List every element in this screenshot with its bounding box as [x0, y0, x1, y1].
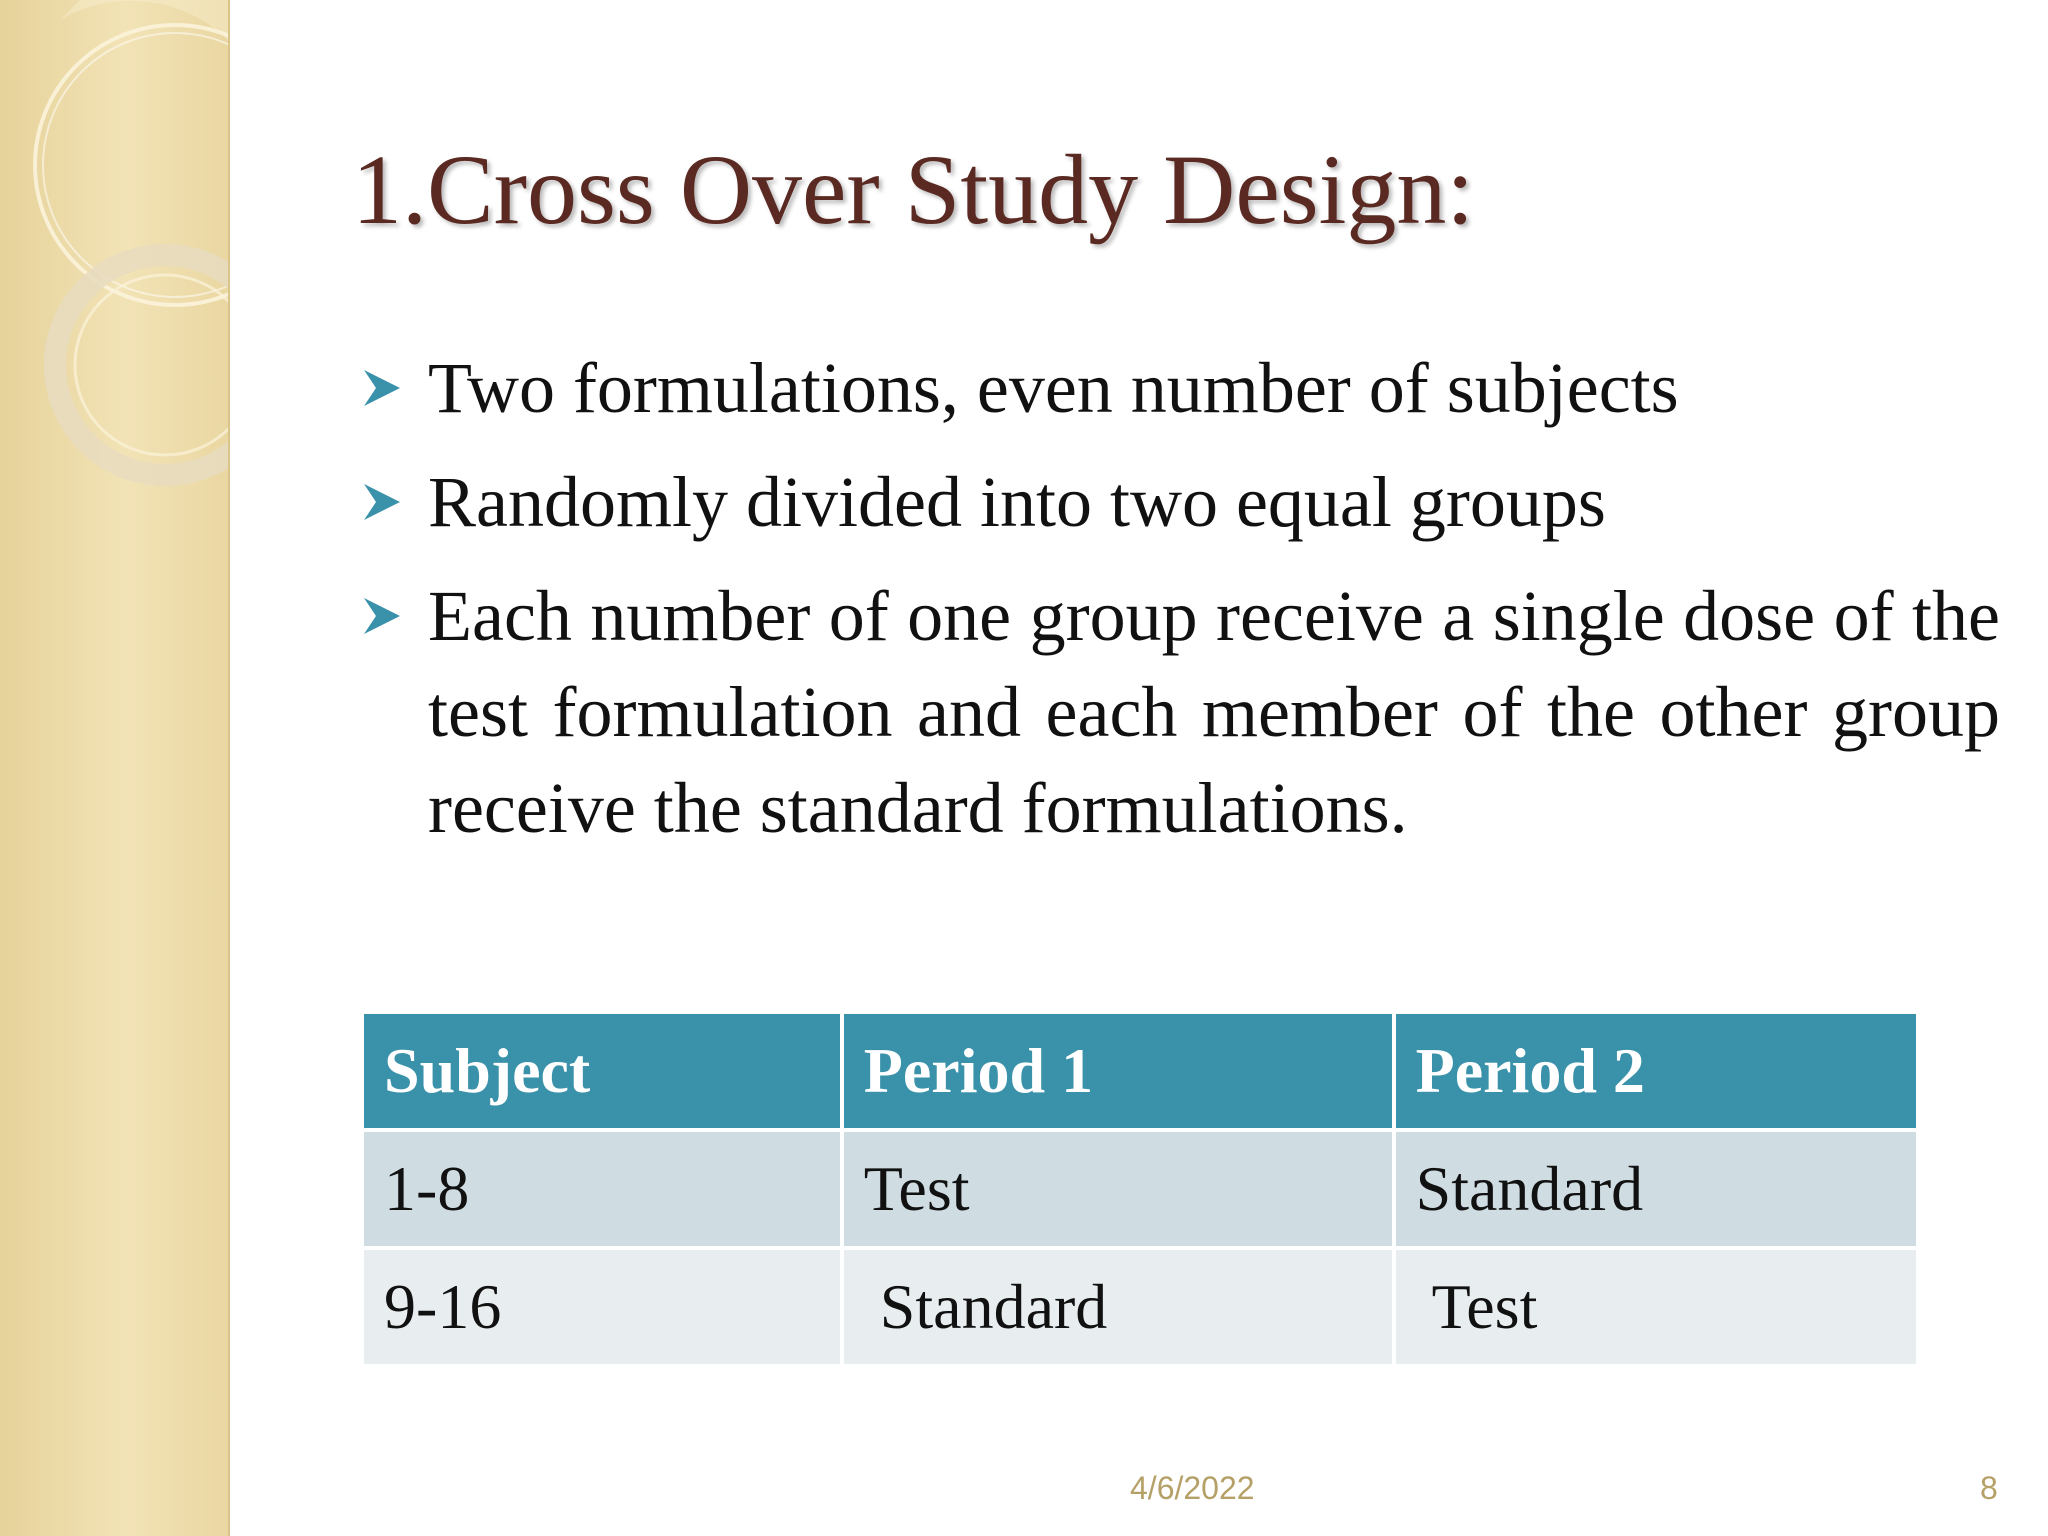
table-row: [364, 1132, 1916, 1246]
bullet-text: Two formulations, even number of subjects: [428, 348, 1679, 428]
data-table: [360, 1010, 1920, 1368]
arrow-bullet-icon: [360, 568, 428, 664]
header-subject: Subject: [364, 1014, 840, 1128]
bullet-item: [360, 568, 2000, 856]
table-cell: Standard: [844, 1250, 1392, 1364]
arrow-bullet-icon: [360, 454, 428, 550]
header-period-2: Period 2: [1396, 1014, 1916, 1128]
slide-title: 1.Cross Over Study Design:: [352, 134, 1475, 245]
arrow-bullet-icon: [360, 340, 428, 436]
crossover-table: [360, 1010, 1920, 1368]
table-cell: Test: [1396, 1250, 1916, 1364]
bullet-item: [360, 340, 2000, 436]
table-row: [364, 1250, 1916, 1364]
bullet-list: [360, 340, 2000, 874]
page-number: 8: [1980, 1470, 1998, 1506]
bullet-text: Randomly divided into two equal groups: [428, 462, 1606, 542]
footer-date: 4/6/2022: [1130, 1470, 1255, 1506]
table-header-row: [364, 1014, 1916, 1128]
decorative-rings: [0, 0, 228, 520]
table-cell: 1-8: [364, 1132, 840, 1246]
table-cell: Standard: [1396, 1132, 1916, 1246]
bullet-text: Each number of one group receive a single dose of the test formulation and each member of the other group receive the standard formulations.: [428, 576, 2000, 848]
decorative-side-panel: [0, 0, 230, 1536]
table-cell: 9-16: [364, 1250, 840, 1364]
header-period-1: Period 1: [844, 1014, 1392, 1128]
bullet-item: [360, 454, 2000, 550]
table-cell: Test: [844, 1132, 1392, 1246]
